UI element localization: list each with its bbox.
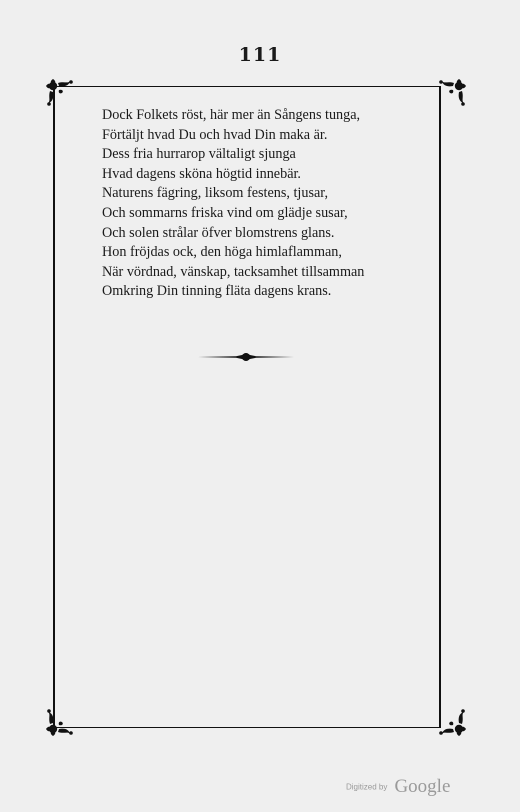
poem-line: Och solen strålar öfver blomstrens glans. bbox=[102, 224, 335, 241]
poem-line: Naturens fägring, liksom festens, tjusar, bbox=[102, 185, 328, 202]
poem-line: När vördnad, vänskap, tacksamhet tillsamman bbox=[102, 263, 365, 280]
poem-line: Hvad dagens sköna högtid innebär. bbox=[102, 165, 301, 182]
poem-line: Förtäljt hvad Du och hvad Din maka är. bbox=[102, 126, 328, 143]
poem-stanza bbox=[102, 106, 432, 302]
floral-corner-icon bbox=[432, 702, 468, 738]
poem-line: Och sommarns friska vind om glädje susar, bbox=[102, 204, 348, 221]
poem-line: Omkring Din tinning fläta dagens krans. bbox=[102, 283, 332, 300]
watermark-brand: Google bbox=[394, 776, 451, 797]
poem-line: Dock Folkets röst, här mer än Sångens tunga, bbox=[102, 107, 361, 123]
floral-corner-icon bbox=[44, 77, 80, 113]
poem-line: Dess fria hurrarop vältaligt sjunga bbox=[102, 146, 296, 163]
page-number: 111 bbox=[238, 44, 282, 66]
floral-corner-icon bbox=[432, 77, 468, 113]
watermark-prefix: Digitized by bbox=[346, 782, 388, 792]
poem-line: Hon fröjdas ock, den höga himlaflamman, bbox=[102, 244, 342, 261]
floral-corner-icon bbox=[44, 702, 80, 738]
digitized-by-google-watermark bbox=[346, 776, 466, 800]
line-with-center-dot-icon bbox=[196, 349, 296, 365]
